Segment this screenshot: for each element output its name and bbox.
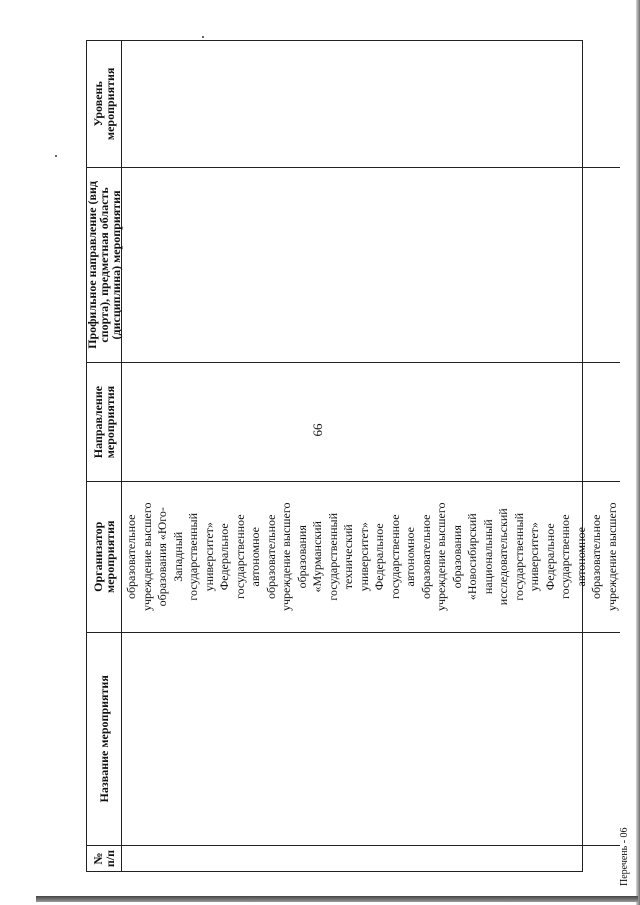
header-event-name: Название мероприятия (87, 632, 121, 845)
organizer-line: государственное (387, 514, 402, 600)
footer-text: Перечень - 06 (619, 827, 630, 886)
header-profile: Профильное направление (вид спорта), предметная область (дисциплина) мероприятия (87, 167, 121, 363)
organizer-line: университет» (527, 522, 541, 592)
organizer-line: автономное (248, 527, 262, 587)
organizer-line: государственное (558, 514, 572, 600)
organizer-line: Западный (170, 531, 185, 582)
header-direction: Направление мероприятия (87, 362, 121, 481)
organizer-line: университет» (201, 522, 216, 592)
organizer-line: образовательное (418, 514, 433, 600)
organizer-line: учреждение высшего (139, 502, 154, 612)
table-header-row (87, 41, 122, 871)
organizer-line: Федеральное (372, 523, 386, 591)
organizer-line: образования «Юго- (155, 507, 169, 607)
organizer-line: учреждение высшего (434, 502, 448, 612)
organizer-line: автономное (403, 527, 417, 587)
organizer-line: технический (341, 524, 355, 590)
organizer-line: государственное (232, 514, 247, 600)
cell-level (122, 41, 620, 167)
organizer-line: Федеральное (542, 523, 557, 591)
organizer-line: университет» (356, 522, 371, 592)
cell-number (122, 845, 620, 871)
organizer-line: исследовательский (496, 508, 510, 606)
organizer-line: государственный (186, 512, 200, 601)
scan-speck (202, 36, 204, 38)
cell-direction (122, 362, 620, 481)
organizer-line: «Новосибирский (465, 513, 479, 601)
organizer-line: «Мурманский (310, 521, 324, 593)
events-table (85, 40, 619, 872)
page-number: 66 (310, 423, 325, 437)
header-number: № п/п (87, 845, 121, 871)
cell-event-name (122, 632, 620, 845)
organizer-line: образовательное (589, 514, 603, 600)
table-row (122, 41, 620, 871)
organizer-line: образования (449, 525, 464, 589)
header-level: Уровень мероприятия (91, 67, 117, 141)
organizer-line: учреждение высшего (279, 502, 293, 612)
scan-shadow (36, 896, 638, 902)
cell-profile (122, 167, 620, 363)
cell-organizer (122, 481, 620, 632)
organizer-line: автономное (573, 527, 588, 587)
header-organizer: Организатор мероприятия (87, 481, 121, 632)
organizer-line: государственный (325, 512, 340, 601)
organizer-line: образования (294, 525, 309, 589)
organizer-text (122, 482, 620, 632)
organizer-line: национальный (480, 519, 495, 595)
organizer-line: образовательное (124, 514, 138, 600)
organizer-line: учреждение высшего (604, 502, 619, 612)
organizer-line: образовательное (263, 514, 278, 600)
scan-edge (636, 0, 640, 905)
scan-speck (55, 155, 57, 157)
organizer-line: Федеральное (217, 523, 231, 591)
organizer-line: государственный (511, 512, 526, 601)
